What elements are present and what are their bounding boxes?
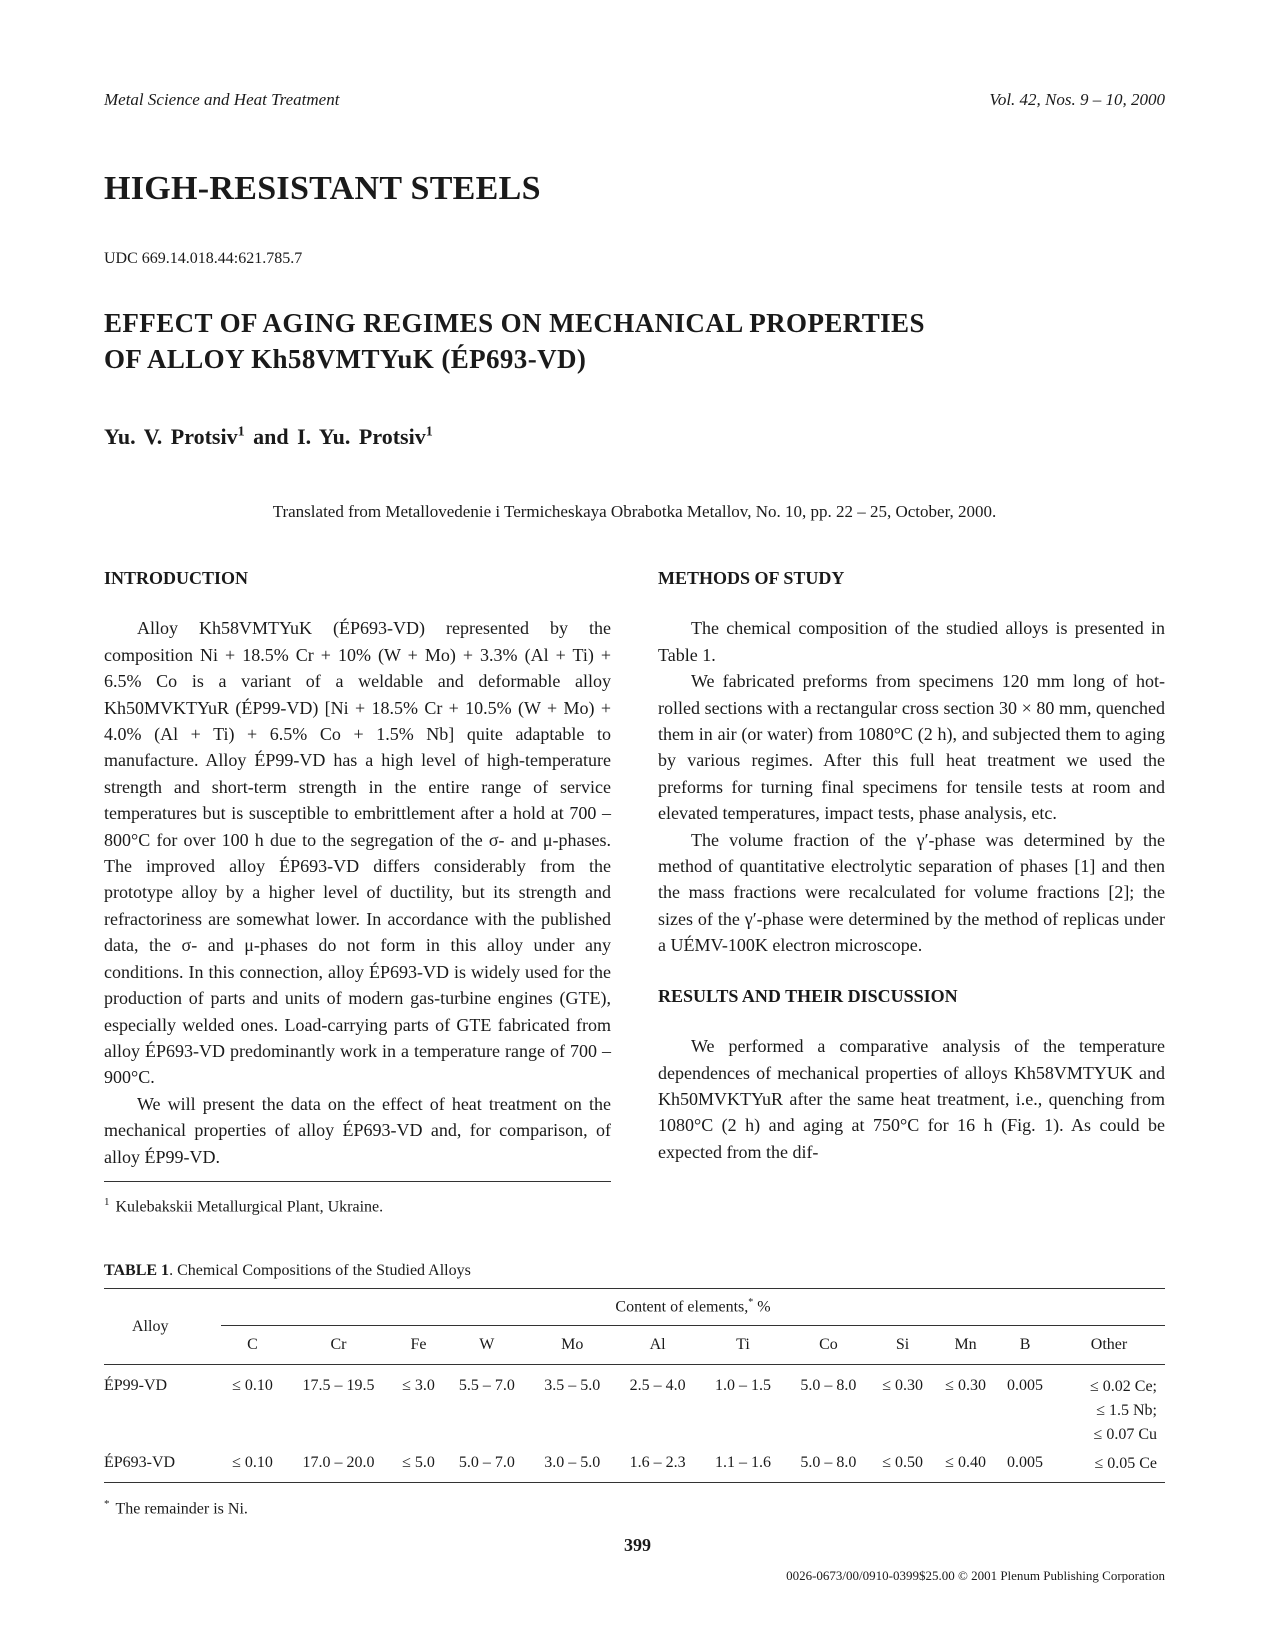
methods-heading: METHODS OF STUDY — [658, 568, 845, 588]
alloy-name-cell: ÉP693-VD — [104, 1454, 176, 1471]
content-cell-mo: 3.5 – 5.0 — [544, 1377, 601, 1394]
table-caption — [104, 1262, 471, 1280]
alloy-column-header: Alloy — [132, 1317, 169, 1335]
element-header-si: Si — [871, 1326, 934, 1365]
other-element-line: ≤ 0.07 Cu — [1093, 1426, 1157, 1443]
content-cell-si: ≤ 0.30 — [882, 1377, 923, 1394]
issue-info: Vol. 42, Nos. 9 – 10, 2000 — [989, 90, 1165, 109]
article-title — [104, 305, 1064, 377]
content-cell-mn: ≤ 0.40 — [945, 1454, 986, 1471]
element-header-w: W — [444, 1326, 529, 1365]
content-cell-cr: 17.5 – 19.5 — [302, 1377, 375, 1394]
content-cell-ti: 1.1 – 1.6 — [715, 1454, 771, 1471]
author-2: I. Yu. Protsiv — [297, 424, 426, 449]
author-2-affiliation-mark: 1 — [425, 424, 433, 440]
element-header-ti: Ti — [700, 1326, 785, 1365]
element-header-b: B — [997, 1326, 1053, 1365]
footnote-mark: 1 — [104, 1196, 110, 1208]
introduction-heading: INTRODUCTION — [104, 568, 249, 588]
table-row — [104, 1448, 1165, 1483]
content-cell-fe: ≤ 5.0 — [402, 1454, 435, 1471]
translation-note: Translated from Metallovedenie i Termicheskaya Obrabotka Metallov, No. 10, pp. 22 – 25, October, 2000. — [272, 502, 997, 521]
content-cell-al: 1.6 – 2.3 — [629, 1454, 686, 1471]
methods-paragraph-3: The volume fraction of the γ′-phase was determined by the method of quantitative electrolytic separation of phases [1] and then the mass fractions were recalculated for volume fractions [2]; the sizes of the γ′-phase were determined by the method of replicas under a UÉMV-100K electron microscope. — [658, 829, 1165, 956]
content-cell-fe: ≤ 3.0 — [402, 1377, 435, 1394]
composition-table — [104, 1288, 1165, 1483]
content-cell-co: 5.0 – 8.0 — [800, 1454, 857, 1471]
content-cell-mo: 3.0 – 5.0 — [544, 1454, 601, 1471]
element-header-c: C — [221, 1326, 284, 1365]
author-1: Yu. V. Protsiv — [104, 424, 238, 449]
left-column — [104, 565, 611, 1170]
authors — [104, 424, 433, 450]
affiliation-footnote — [104, 1196, 383, 1216]
element-header-row — [104, 1326, 1165, 1365]
element-header-mo: Mo — [530, 1326, 615, 1365]
methods-paragraph-1: The chemical composition of the studied alloys is presented in Table 1. — [658, 618, 1165, 665]
footnote-divider — [104, 1181, 611, 1182]
title-line-1: EFFECT OF AGING REGIMES ON MECHANICAL PROPERTIES — [104, 308, 925, 338]
content-cell-other — [1053, 1448, 1165, 1483]
udc-code: UDC 669.14.018.44:621.785.7 — [104, 250, 303, 267]
content-cell-mn: ≤ 0.30 — [945, 1377, 986, 1394]
intro-paragraph-2: We will present the data on the effect of heat treatment on the mechanical properties of alloy ÉP693-VD and, for comparison, of alloy ÉP99-VD. — [104, 1093, 611, 1167]
journal-name: Metal Science and Heat Treatment — [104, 90, 340, 109]
content-cell-ti: 1.0 – 1.5 — [715, 1377, 771, 1394]
table-caption-text: . Chemical Compositions of the Studied Alloys — [169, 1262, 471, 1279]
element-header-cr: Cr — [284, 1326, 393, 1365]
table-label: TABLE 1 — [104, 1262, 170, 1279]
methods-paragraph-2: We fabricated preforms from specimens 120 mm long of hot-rolled sections with a rectangular cross section 30 × 80 mm, quenched them in air (or water) from 1080°C (2 h), and subjected them to aging by various regimes. After this full heat treatment we used the preforms for turning final specimens for tensile tests at room and elevated temperatures, impact tests, phase analysis, etc. — [658, 671, 1165, 824]
content-cell-c: ≤ 0.10 — [232, 1377, 273, 1394]
element-header-fe: Fe — [393, 1326, 444, 1365]
authors-conjunction: and — [244, 424, 298, 449]
content-cell-cr: 17.0 – 20.0 — [302, 1454, 375, 1471]
intro-paragraph-1: Alloy Kh58VMTYuK (ÉP693-VD) represented by the composition Ni + 18.5% Cr + 10% (W + Mo) + 3.3% (Al + Ti) + 6.5% Co is a variant of a weldable and deformable alloy Kh50MVKTYuR (ÉP99-VD) [Ni + 18.5% Cr + 10.5% (W + Mo) + 4.0% (Al + Ti) + 6.5% Co + 1.5% Nb] quite adaptable to manufacture. Alloy ÉP99-VD has a high level of high-temperature strength and short-term strength in the entire range of service temperatures but is susceptible to embrittlement after a hold at 700 – 800°C for over 100 h due to the segregation of the σ- and μ-phases. The improved alloy ÉP693-VD differs considerably from the prototype alloy by a higher level of ductility, but its strength and refractoriness are somewhat lower. In accordance with the published data, the σ- and μ-phases do not form in this alloy under any conditions. In this connection, alloy ÉP693-VD is widely used for the production of parts and units of modern gas-turbine engines (GTE), especially welded ones. Load-carrying parts of GTE fabricated from alloy ÉP693-VD predominantly work in a temperature range of 700 – 900°C. — [104, 618, 611, 1088]
table-footnote — [104, 1498, 248, 1518]
table-footnote-text: The remainder is Ni. — [115, 1500, 248, 1518]
element-header-mn: Mn — [934, 1326, 997, 1365]
other-element-line: ≤ 1.5 Nb; — [1096, 1402, 1157, 1419]
content-cell-c: ≤ 0.10 — [232, 1454, 273, 1471]
content-cell-w: 5.0 – 7.0 — [458, 1454, 515, 1471]
content-cell-al: 2.5 – 4.0 — [629, 1377, 686, 1394]
content-cell-w: 5.5 – 7.0 — [458, 1377, 515, 1394]
content-cell-b: 0.005 — [1007, 1454, 1044, 1471]
table-row — [104, 1365, 1165, 1449]
right-column — [658, 565, 1165, 1165]
table-body — [104, 1365, 1165, 1483]
element-header-al: Al — [615, 1326, 700, 1365]
content-cell-co: 5.0 – 8.0 — [800, 1377, 857, 1394]
results-paragraph-1: We performed a comparative analysis of the temperature dependences of mechanical properties of alloys Kh58VMTYUK and Kh50MVKTYuR after the same heat treatment, i.e., quenching from 1080°C (2 h) and aging at 750°C for 16 h (Fig. 1). As could be expected from the dif- — [658, 1036, 1165, 1162]
copyright-line: 0026-0673/00/0910-0399$25.00 © 2001 Plenum Publishing Corporation — [786, 1568, 1165, 1583]
alloy-name-cell: ÉP99-VD — [104, 1377, 168, 1394]
title-line-2: OF ALLOY Kh58VMTYuK (ÉP693-VD) — [104, 344, 587, 374]
footnote-text: Kulebakskii Metallurgical Plant, Ukraine. — [115, 1198, 384, 1216]
element-header-other: Other — [1053, 1326, 1165, 1365]
element-header-co: Co — [786, 1326, 871, 1365]
section-title: HIGH-RESISTANT STEELS — [104, 170, 541, 207]
group-header-mark: * — [748, 1297, 754, 1309]
table-footnote-mark: * — [104, 1498, 110, 1510]
content-cell-b: 0.005 — [1007, 1377, 1044, 1394]
results-heading: RESULTS AND THEIR DISCUSSION — [658, 985, 958, 1006]
page-number: 399 — [624, 1535, 651, 1555]
content-cell-si: ≤ 0.50 — [882, 1454, 923, 1471]
content-cell-other — [1053, 1365, 1165, 1449]
author-1-affiliation-mark: 1 — [237, 424, 245, 440]
other-element-line: ≤ 0.02 Ce; — [1090, 1378, 1157, 1395]
elements-group-header: Content of elements,* % — [615, 1297, 771, 1316]
other-element-line: ≤ 0.05 Ce — [1094, 1455, 1157, 1472]
